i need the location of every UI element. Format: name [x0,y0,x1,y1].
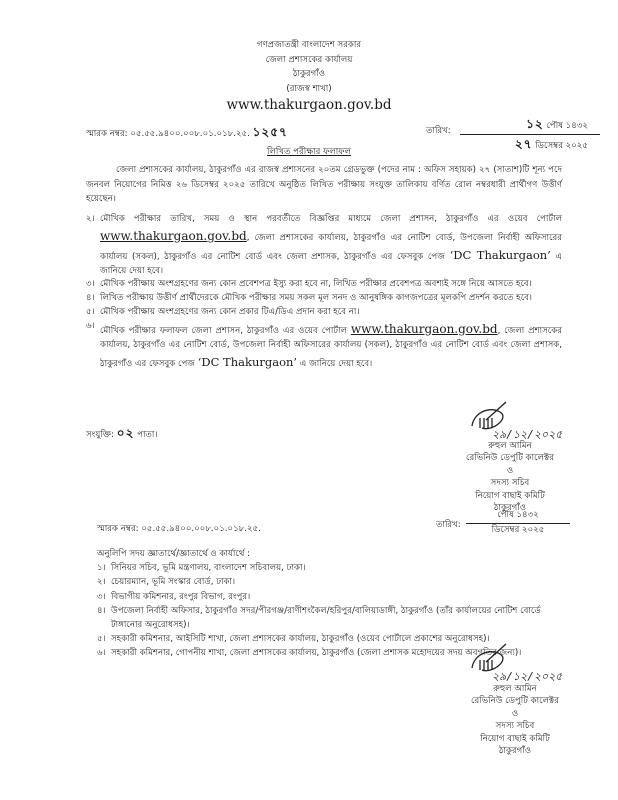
memo-label: স্মারক নম্বর: [86,129,128,139]
item-number: ৫। [97,634,106,645]
signatory-designation: রেভিনিউ ডেপুটি কালেক্টর [471,696,559,707]
item-number: ২। [86,214,95,224]
item-number: ৬। [97,648,106,659]
intro-paragraph: জেলা প্রশাসকের কার্যালয়, ঠাকুরগাঁও এর রাজস্ব প্রশাসনের ২০তম গ্রেডভুক্ত (পদের নাম : অফিস সহায়ক) ২৭ (সাতাশ)টি শূন্য পদে জনবল নিয়োগের নিমিত্ত ২৬ ডিসেম্বর ২০২৫ তারিখে অনুষ্ঠিত লিখিত পরীক্ষায় সংযুক্ত তালিকায় বর্ণিত রোল নম্বরধারী প্রার্থীগণ উত্তীর্ণ হয়েছেন। [86,165,562,205]
date-label: তারিখ: [426,126,451,136]
office-name: জেলা প্রশাসকের কার্যালয় [265,54,353,65]
memo-label: স্মারক নম্বর: [97,524,139,534]
facebook-page-name: ‘DC Thakurgaon’ [197,354,298,369]
item-number: ৩। [97,591,106,602]
facebook-page-name: ‘DC Thakurgaon’ [449,247,551,262]
list-item [97,575,567,589]
portal-link[interactable]: www.thakurgaon.gov.bd [350,321,498,336]
list-item [97,590,567,604]
branch-name: (রাজস্ব শাখা) [286,83,332,94]
item-text: , জেলা প্রশাসকের কার্যালয়, ঠাকুরগাঁও এর নোটিশ বোর্ড, উপজেলা নির্বাহী অফিসারের কার্যালয় (সকল), ঠাকুরগাঁও এর নোটিশ বোর্ড এবং জেলা প্রশাসক, ঠাকুরগাঁও এর ফেসবুক পেজ [100,325,562,369]
item-number: ১। [97,563,106,574]
item-number: ৬। [86,320,95,331]
list-item [97,604,567,632]
item-text: সহকারী কমিশনার, আইসিটি শাখা, জেলা প্রশাসকের কার্যালয়, ঠাকুরগাঁও (ওয়েব পোর্টালে প্রকাশের অনুরোধসহ)। [111,634,490,645]
signature-mark [462,640,562,686]
date-english: ডিসেম্বর ২০২৫ [535,140,588,151]
signatory-designation: রেভিনিউ ডেপুটি কালেক্টর [466,453,554,464]
date-divider [466,523,570,524]
item-text: বিভাগীয় কমিশনার, রংপুর বিভাগ, রংপুর। [111,591,251,602]
list-item [97,561,567,575]
signatory-role: সদস্য সচিব [495,721,535,732]
document-title-wrap [0,147,618,159]
item-text: উপজেলা নির্বাহী অফিসার, ঠাকুরগাঁও সদর/পীরগঞ্জ/রাণীশংকৈল/হরিপুর/বালিয়াডাঙ্গী, ঠাকুরগাঁও (তাঁর কার্যালয়ের নোটিশ বোর্ডে টাঙ্গানোর অনুরোধসহ)। [111,605,541,630]
document-title: লিখিত পরীক্ষার ফলাফল [267,147,351,157]
signatory-name: রুহুল আমিন [488,441,532,451]
item-text: মৌখিক পরীক্ষার ফলাফল জেলা প্রশাসন, ঠাকুরগাঁও এর ওয়েব পোর্টাল [100,325,347,336]
item-number: ৪। [86,293,95,304]
date-english-day: ২৭ [514,136,533,151]
memo-handwritten-number: ১২৫৭ [252,125,288,139]
item-text: সহকারী কমিশনার, গোপনীয় শাখা, জেলা প্রশাসকের কার্যালয়, ঠাকুরগাঁও (জেলা প্রশাসক মহোদয়ের সদয় অবগতির জন্য)। [111,648,522,659]
item-text: লিখিত পরীক্ষায় উত্তীর্ণ প্রার্থীদেরকে মৌখিক পরীক্ষার সময় সকল মূল সনদ ও আনুষঙ্গিক কাগজপত্রের মূলকপি প্রদর্শন করতে হবে। [100,293,532,304]
item-text: চেয়ারম্যান, ভূমি সংস্কার বোর্ড, ঢাকা। [111,577,236,588]
attachment-count: ০২ [116,426,135,440]
item-text: সিনিয়র সচিব, ভূমি মন্ত্রণালয়, বাংলাদেশ সচিবালয়, ঢাকা। [111,563,306,574]
cc-heading: অনুলিপি সদয় জ্ঞাতার্থে/জ্ঞাতার্থে ও কার্যার্থে : [97,549,251,559]
date-bangla-day: ১২ [526,117,544,131]
item-number: ৪। [97,605,106,616]
copy-date-block [466,510,570,536]
signatory-place: ঠাকুরগাঁও [498,746,532,757]
conjunction: ও [506,465,514,476]
list-item [86,306,562,320]
attachment-note [86,425,157,442]
list-item [86,213,562,278]
signature-mark [462,398,562,444]
svg-text:২৯/১২/২০২৫: ২৯/১২/২০২৫ [492,428,562,441]
letterhead [0,40,618,115]
points-list [86,213,562,371]
copy-memo-number [97,524,261,536]
item-text: এ জানিয়ে দেয়া হবে। [100,251,563,276]
item-number: ৩। [86,279,95,290]
item-text: মৌখিক পরীক্ষায় অংশগ্রহণের জন্য কোন প্রকার টিএ/ডিএ প্রদান করা হবে না। [100,306,360,317]
list-item [86,320,562,372]
committee-name: নিয়োগ বাছাই কমিটি [480,733,550,744]
date-divider [460,134,600,135]
item-number: ২। [97,577,106,588]
date-english: ডিসেম্বর ২০২৫ [491,524,545,535]
item-text: এ জানিয়ে দেয়া হবে। [299,358,373,369]
committee-name: নিয়োগ বাছাই কমিটি [475,490,545,501]
item-text: মৌখিক পরীক্ষার তারিখ, সময় ও স্থান পরবর্তীতে বিজ্ঞপ্তির মাধ্যমে জেলা প্রশাসন, ঠাকুরগাঁও এর ওয়েব পোর্টাল [100,214,562,224]
svg-text:২৯/১২/২০২৫: ২৯/১২/২০২৫ [492,670,562,683]
copy-date-label: তারিখ: [436,520,461,530]
memo-value: ০৫.৫৫.৯৪০০.০০৮.০১.০১৮.২৫. [141,524,261,534]
district-name: ঠাকুরগাঁও [292,69,326,80]
date-bangla: পৌষ ১৪৩২ [497,510,539,520]
attachment-label: সংযুক্তি: [86,430,115,440]
signatory-role: সদস্য সচিব [490,478,530,489]
list-item [86,278,562,292]
signature-block [445,683,585,758]
signatory-place: ঠাকুরগাঁও [493,503,527,514]
item-text: মৌখিক পরীক্ষায় অংশগ্রহণের জন্য কোন প্রবেশপত্র ইস্যু করা হবে না, লিখিত পরীক্ষার প্রবেশপত্র অবশ্যই সঙ্গে নিয়ে আসতে হবে। [100,279,532,290]
memo-value: ০৫.৫৫.৯৪০০.০০৮.০১.০১৮.২৫. [130,129,250,139]
date-bangla: পৌষ ১৪৩২ [546,121,588,131]
government-name: গণপ্রজাতন্ত্রী বাংলাদেশ সরকার [256,40,362,50]
portal-link[interactable]: www.thakurgaon.gov.bd [100,228,247,243]
list-item [86,292,562,306]
memo-number [86,124,288,141]
signatory-name: রুহুল আমিন [493,684,537,694]
item-number: ৫। [86,306,95,317]
signature-block [440,440,580,515]
website-url[interactable]: www.thakurgaon.gov.bd [226,97,392,114]
attachment-unit: পাতা। [137,430,158,440]
item-text: , জেলা প্রশাসকের কার্যালয়, ঠাকুরগাঁও এর নোটিশ বোর্ড, উপজেলা নির্বাহী অফিসারের কার্যালয় (সকল), ঠাকুরগাঁও এর নোটিশ বোর্ড এবং জেলা প্রশাসক, ঠাকুরগাঁও এর ফেসবুক পেজ [100,232,562,262]
conjunction: ও [511,708,519,719]
